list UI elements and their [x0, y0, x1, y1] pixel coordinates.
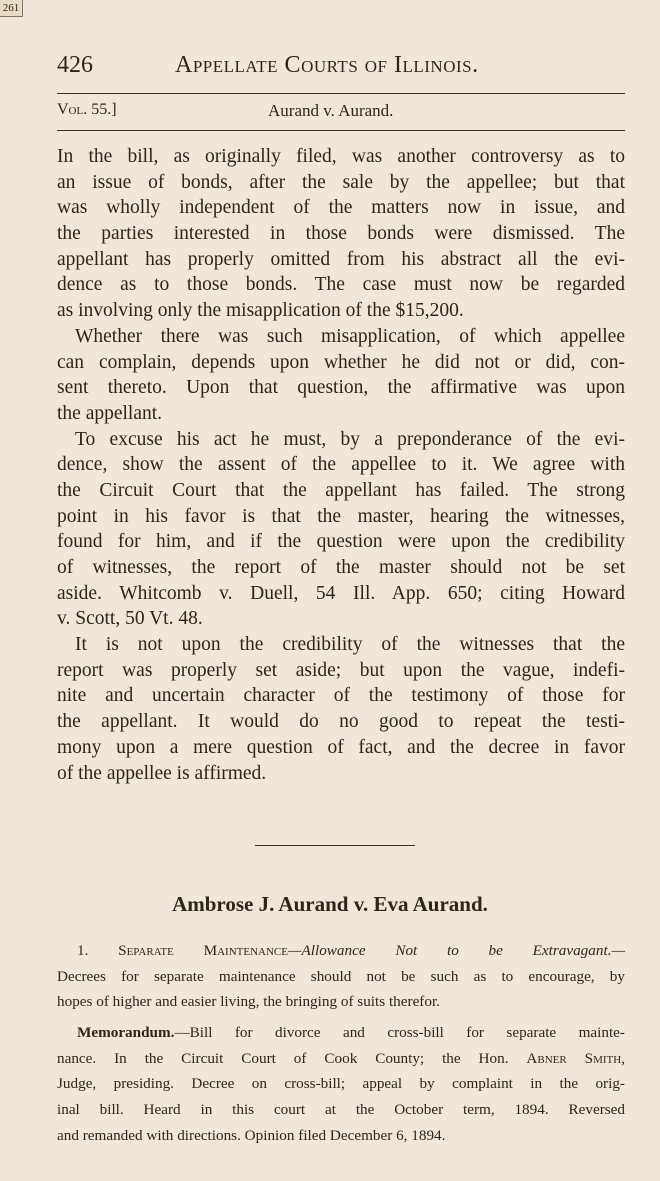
opinion-line: as involving only the misapplication of the $15,200. — [57, 300, 464, 322]
memorandum-line: Judge, presiding. Decree on cross-bill; appeal by complaint in the orig- — [57, 1075, 625, 1093]
memorandum-text: nance. In the Circuit Court of Cook County; the Hon. — [57, 1049, 509, 1067]
opinion-line: was wholly independent of the matters now in issue, and — [57, 197, 625, 219]
memorandum-line — [57, 1023, 625, 1049]
opinion-line: of witnesses, the report of the master should not be set — [57, 557, 625, 578]
section-divider — [255, 845, 415, 846]
opinion-line: point in his favor is that the master, hearing the witnesses, — [57, 505, 625, 527]
headnote-line — [57, 941, 625, 967]
opinion-line: the parties interested in those bonds were dismissed. The — [57, 223, 625, 245]
memorandum-line — [57, 1049, 625, 1075]
opinion-line: aside. Whitcomb v. Duell, 54 Ill. App. 650; citing Howard — [57, 582, 625, 604]
opinion-line: It is not upon the credibility of the witnesses that the — [75, 634, 625, 656]
opinion-line: mony upon a mere question of fact, and the decree in favor — [57, 736, 625, 758]
opinion-line: nite and uncertain character of the testimony of those for — [57, 685, 625, 707]
opinion-line: the appellant. It would do no good to repeat the testi- — [57, 711, 625, 733]
opinion-line: the appellant. — [57, 402, 163, 424]
memorandum-text: —Bill for divorce and cross-bill for separate mainte- — [174, 1024, 625, 1041]
opinion-line: v. Scott, 50 Vt. 48. — [57, 608, 203, 630]
headnote-line: Decrees for separate maintenance should not be such as to encourage, by — [57, 967, 625, 985]
opinion-line: the Circuit Court that the appellant has failed. The strong — [57, 479, 625, 501]
opinion-line: dence as to those bonds. The case must now be regarded — [57, 274, 625, 296]
opinion-text — [57, 144, 625, 786]
opinion-line: To excuse his act he must, by a preponderance of the evi- — [75, 428, 625, 450]
headnote — [57, 941, 625, 1018]
memorandum — [57, 1023, 625, 1151]
opinion-line: an issue of bonds, after the sale by the appellee; but that — [57, 171, 625, 193]
headnote-subtopic: —Allowance Not to be Extravagant.— — [287, 942, 625, 959]
opinion-line: can complain, depends upon whether he did not or did, con- — [57, 351, 625, 373]
running-title: Appellate Courts of Illinois. — [175, 52, 479, 78]
opinion-line: Whether there was such misapplication, of which appellee — [75, 325, 625, 347]
opinion-line: report was properly set aside; but upon the vague, indefi- — [57, 659, 625, 681]
memorandum-label: Memorandum. — [77, 1024, 175, 1041]
headnote-number: 1. — [77, 942, 89, 959]
headnote-line: hopes of higher and easier living, the bringing of suits therefor. — [57, 993, 440, 1011]
volume-label: Vol. 55.] — [57, 101, 117, 118]
opinion-line: sent thereto. Upon that question, the affirmative was upon — [57, 377, 625, 399]
case-title: Aurand v. Aurand. — [268, 101, 394, 120]
opinion-line: of the appellee is affirmed. — [57, 762, 267, 784]
header-rule-bottom — [57, 130, 625, 131]
page-number: 426 — [57, 52, 93, 78]
scan-page-tab: 261 — [0, 0, 23, 17]
headnote-topic: Separate Maintenance — [118, 942, 288, 959]
opinion-line: appellant has properly omitted from his abstract all the evi- — [57, 248, 625, 270]
opinion-line: In the bill, as originally filed, was another controversy as to — [57, 146, 625, 167]
header-rule-top — [57, 93, 625, 94]
opinion-line: found for him, and if the question were upon the credibility — [57, 531, 625, 553]
memorandum-line: and remanded with directions. Opinion filed December 6, 1894. — [57, 1126, 446, 1144]
next-case-title: Ambrose J. Aurand v. Eva Aurand. — [172, 892, 488, 916]
memorandum-line: inal bill. Heard in this court at the October term, 1894. Reversed — [57, 1101, 625, 1119]
judge-name: Abner Smith, — [526, 1049, 625, 1067]
opinion-line: dence, show the assent of the appellee to it. We agree with — [57, 454, 625, 476]
